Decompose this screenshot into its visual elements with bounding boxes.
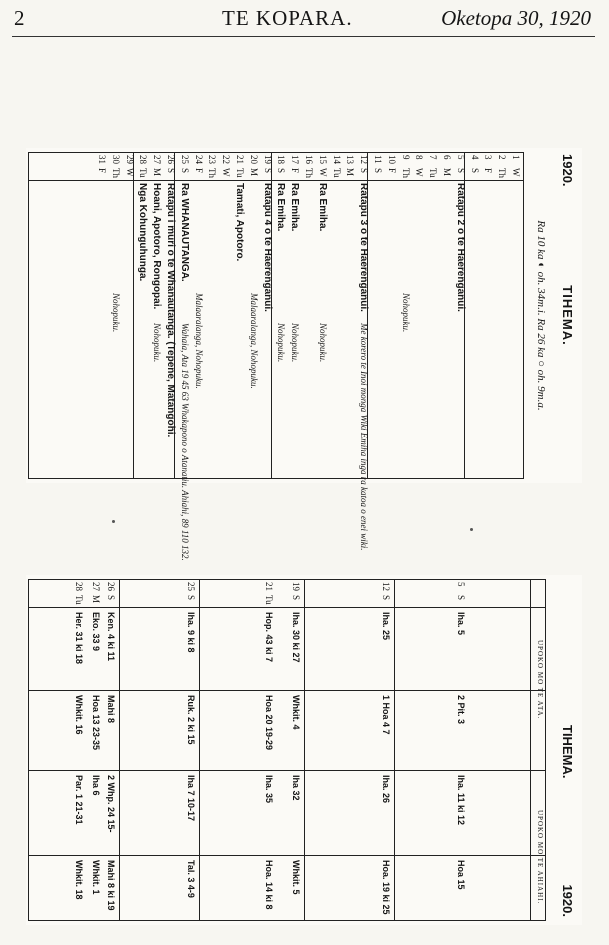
weekday: M xyxy=(91,595,101,604)
calendar-row xyxy=(383,153,396,478)
day-number: 21 xyxy=(235,155,245,164)
weekday: W xyxy=(511,168,521,177)
weekday: W xyxy=(414,168,425,177)
row-separator xyxy=(304,580,305,920)
lessons-table xyxy=(26,575,582,925)
day-number: 19 xyxy=(262,155,273,164)
day-number: 25 xyxy=(186,582,196,591)
lessons-grid xyxy=(28,579,546,921)
calendar-row xyxy=(203,153,216,478)
morning-first-lesson: Iha. 5 xyxy=(456,612,466,636)
feast-name: Ra WHANAUTANGA. xyxy=(178,183,190,282)
weekday: S xyxy=(166,168,176,174)
evening-second-lesson: Whkit. 5 xyxy=(291,860,301,895)
feast-name: Ratapu i muri o te Whanautanga. (Tepene, Matangohi. xyxy=(165,183,176,438)
calendar-row xyxy=(410,153,423,478)
page-number: 2 xyxy=(14,6,25,30)
calendar-row xyxy=(272,153,285,478)
evening-lessons-header: UPOKO MO TE AHIAHI. xyxy=(536,810,544,905)
evening-second-lesson: Mahi 8 ki 19 xyxy=(106,860,116,911)
fast-note: Nohopuku. xyxy=(276,323,287,363)
lessons-title xyxy=(550,575,574,925)
fast-note: Nohopuku. xyxy=(110,293,121,333)
weekday: Th xyxy=(110,168,121,178)
day-number: 28 xyxy=(74,582,84,591)
feast-name: Ra Emiha. xyxy=(289,183,301,232)
day-number: 24 xyxy=(193,155,204,164)
day-number: 18 xyxy=(276,155,287,164)
fast-note: Nohopuku. xyxy=(317,323,328,363)
weekday: Tu xyxy=(74,595,84,605)
fast-note: Malaaralanga, Nohopuku. xyxy=(248,293,259,389)
day-number: 26 xyxy=(166,155,176,164)
calendar-title xyxy=(550,148,574,483)
weekday: Tu xyxy=(264,595,274,605)
calendar-row xyxy=(452,153,465,478)
calendar-row xyxy=(424,153,437,478)
calendar-row xyxy=(507,153,520,478)
weekday: S xyxy=(373,168,383,174)
fast-note: Nohopuku. xyxy=(152,323,163,363)
weekday: M xyxy=(248,168,259,177)
calendar-row xyxy=(493,153,506,478)
evening-first-lesson: Iha. 35 xyxy=(264,775,274,804)
lessons-row xyxy=(102,580,115,920)
feast-name: Ratapu 4 o te Haerenganui. xyxy=(261,183,273,312)
calendar-year: 1920. xyxy=(560,154,575,187)
calendar-table xyxy=(26,148,582,561)
calendar-row xyxy=(328,153,341,478)
feast-name: Ra Emiha. xyxy=(275,183,287,232)
day-number: 12 xyxy=(381,582,391,591)
morning-first-lesson: Iha. 9 ki 8 xyxy=(186,612,196,653)
page-header xyxy=(14,6,591,32)
morning-second-lesson: Hoa 20 19-29 xyxy=(264,695,274,751)
day-number: 27 xyxy=(91,582,101,591)
lessons-row xyxy=(260,580,273,920)
lessons-column-header xyxy=(530,580,545,920)
newspaper-title: TE KOPARA. xyxy=(222,6,353,30)
day-number: 9 xyxy=(400,155,411,160)
weekday: M xyxy=(442,168,452,177)
morning-second-lesson: Ruk. 2 ki 15 xyxy=(186,695,196,745)
morning-second-lesson: 1 Hoa 4 7 xyxy=(381,695,391,735)
feast-name: Hoani, Apotoro, Rongopai. xyxy=(151,183,163,310)
morning-first-lesson: Eko. 33 9 xyxy=(91,612,101,652)
calendar-row xyxy=(314,153,327,478)
day-number: 5 xyxy=(456,582,466,587)
calendar-row xyxy=(93,153,106,478)
evening-first-lesson: Iha 6 xyxy=(91,775,101,796)
evening-second-lesson: Hoa. 19 ki 25 xyxy=(381,860,391,915)
day-number: 21 xyxy=(264,582,274,591)
day-number: 17 xyxy=(290,155,301,164)
calendar-row xyxy=(217,153,230,478)
calendar-row xyxy=(341,153,354,478)
weekday: Th xyxy=(207,168,218,178)
weekday: S xyxy=(469,168,480,174)
day-number: 16 xyxy=(304,155,314,164)
weekday: S xyxy=(456,595,466,601)
weekday: F xyxy=(193,168,204,174)
morning-second-lesson: Hoa 13 23-35 xyxy=(91,695,101,751)
fast-note: Me korero te Inoi monga Wiki Emiha inga ra katoa o enei wiki. xyxy=(359,323,370,551)
calendar-row xyxy=(231,153,244,478)
calendar-row xyxy=(190,153,203,478)
evening-first-lesson: Par. 1 21-31 xyxy=(74,775,84,825)
calendar-month: TIHEMA. xyxy=(560,285,575,346)
morning-first-lesson: Ken. 4 ki 11 xyxy=(106,612,116,662)
weekday: S xyxy=(455,168,466,174)
evening-first-lesson: Iha 7 10-17 xyxy=(186,775,196,822)
calendar-row xyxy=(286,153,299,478)
day-number: 5 xyxy=(455,155,466,160)
day-number: 27 xyxy=(152,155,163,164)
lessons-row xyxy=(377,580,390,920)
weekday: F xyxy=(97,168,107,174)
feast-name: Ratapu 3 o te Haerenganui. xyxy=(358,183,370,312)
feast-name: Nga Kohunguhunga. xyxy=(137,183,149,282)
feast-name: Ratapu 2 o te Haerenganui. xyxy=(454,183,466,312)
lessons-month: TIHEMA. xyxy=(560,725,575,779)
evening-first-lesson: Iha. 11 ki 12 xyxy=(456,775,466,826)
weekday: W xyxy=(317,168,328,177)
weekday: S xyxy=(381,595,391,601)
weekday: Tu xyxy=(138,168,149,178)
row-separator xyxy=(119,580,120,920)
day-number: 7 xyxy=(428,155,439,160)
weekday: Th xyxy=(497,168,508,178)
weekday: S xyxy=(106,595,116,601)
morning-first-lesson: Iha. 25 xyxy=(381,612,391,641)
weekday: S xyxy=(179,168,190,174)
calendar-row xyxy=(369,153,382,478)
evening-second-lesson: Hoa. 14 ki 8 xyxy=(264,860,274,910)
calendar-row xyxy=(134,153,147,478)
lessons-row xyxy=(452,580,465,920)
fast-note: Nohopuku. xyxy=(290,323,301,363)
weekday: Tu xyxy=(428,168,439,178)
day-number: 6 xyxy=(442,155,452,160)
calendar-row xyxy=(300,153,313,478)
evening-second-lesson: Hoa 15 xyxy=(456,860,466,890)
weekday: S xyxy=(262,168,273,174)
fast-note: Wahaia, Ata 19 45 63 Whakapono o Atanatiu. Ahiahi, 89 110 132. xyxy=(179,323,190,561)
evening-second-lesson: Tal. 3 4-9 xyxy=(186,860,196,898)
day-number: 30 xyxy=(110,155,121,164)
day-number: 4 xyxy=(469,155,480,160)
feast-name: Tamati, Apotoro. xyxy=(234,183,245,262)
day-number: 14 xyxy=(331,155,342,164)
calendar-row xyxy=(466,153,479,478)
day-number: 13 xyxy=(345,155,356,164)
day-number: 28 xyxy=(138,155,149,164)
calendar-row xyxy=(148,153,161,478)
evening-second-lesson: Whkit. 1 xyxy=(91,860,101,895)
weekday: S xyxy=(359,168,370,174)
calendar-row xyxy=(176,153,190,561)
day-number: 20 xyxy=(248,155,259,164)
calendar-grid xyxy=(28,152,524,561)
weekday: S xyxy=(276,168,287,174)
evening-second-lesson: Whkit. 18 xyxy=(74,860,84,900)
day-number: 31 xyxy=(97,155,107,164)
weekday: Tu xyxy=(235,168,245,178)
morning-first-lesson: Iha. 30 ki 27 xyxy=(291,612,301,663)
moon-phases: Ra 10 ka ◐ oh. 34m.i. Ra 26 ka ○ oh. 9m.a. xyxy=(535,220,547,411)
morning-second-lesson: Mahi 8 xyxy=(106,695,116,724)
day-number: 2 xyxy=(497,155,508,160)
weekday: F xyxy=(290,168,301,174)
evening-first-lesson: Iha 32 xyxy=(291,775,301,801)
day-number: 22 xyxy=(221,155,232,164)
weekday: W xyxy=(221,168,232,177)
calendar-row xyxy=(479,153,492,478)
day-number: 19 xyxy=(291,582,301,591)
morning-lessons-header: UPOKO MO TE ATA. xyxy=(536,640,544,720)
calendar-row xyxy=(107,153,120,478)
weekday: S xyxy=(186,595,196,601)
print-speck xyxy=(112,520,115,523)
morning-second-lesson: Whkit. 16 xyxy=(74,695,84,735)
calendar-row xyxy=(397,153,410,478)
evening-first-lesson: 2 Whp. 24 15- xyxy=(106,775,116,833)
day-number: 15 xyxy=(317,155,328,164)
morning-first-lesson: Her. 31 ki 18 xyxy=(74,612,84,665)
weekday: Th xyxy=(400,168,411,178)
calendar-row xyxy=(355,153,370,551)
lessons-row xyxy=(87,580,100,920)
row-separator xyxy=(199,580,200,920)
day-number: 11 xyxy=(373,155,383,164)
lessons-year: 1920. xyxy=(560,884,575,917)
morning-second-lesson: 2 Pit. 3 xyxy=(456,695,466,725)
weekday: M xyxy=(152,168,163,177)
calendar-row xyxy=(121,153,134,478)
row-separator xyxy=(394,580,395,920)
calendar-row xyxy=(245,153,258,478)
morning-second-lesson: Whkit. 4 xyxy=(291,695,301,730)
day-number: 10 xyxy=(386,155,397,164)
day-number: 23 xyxy=(207,155,218,164)
weekday: M xyxy=(345,168,356,177)
day-number: 26 xyxy=(106,582,116,591)
weekday: F xyxy=(386,168,397,174)
lessons-row xyxy=(70,580,83,920)
morning-first-lesson: Hop. 43 ki 7 xyxy=(264,612,274,663)
weekday: S xyxy=(291,595,301,601)
day-number: 8 xyxy=(414,155,425,160)
day-number: 25 xyxy=(179,155,190,164)
day-number: 3 xyxy=(483,155,494,160)
evening-first-lesson: Iha. 26 xyxy=(381,775,391,804)
feast-name: Ra Emiha. xyxy=(316,183,328,232)
print-speck xyxy=(470,528,473,531)
header-rule xyxy=(12,36,595,37)
day-number: 1 xyxy=(511,155,521,160)
calendar-row xyxy=(438,153,451,478)
lessons-row xyxy=(287,580,300,920)
weekday: F xyxy=(483,168,494,174)
weekday: Tu xyxy=(331,168,342,178)
fast-note: Malaaralanga, Nohopuku. xyxy=(193,293,204,389)
calendar-row xyxy=(259,153,272,478)
day-number: 12 xyxy=(359,155,370,164)
fast-note: Nohopuku. xyxy=(400,293,411,333)
lessons-row xyxy=(182,580,195,920)
day-number: 29 xyxy=(124,155,135,164)
issue-date: Oketopa 30, 1920 xyxy=(441,6,591,30)
weekday: W xyxy=(124,168,135,177)
weekday: Th xyxy=(304,168,314,178)
calendar-row xyxy=(162,153,175,478)
